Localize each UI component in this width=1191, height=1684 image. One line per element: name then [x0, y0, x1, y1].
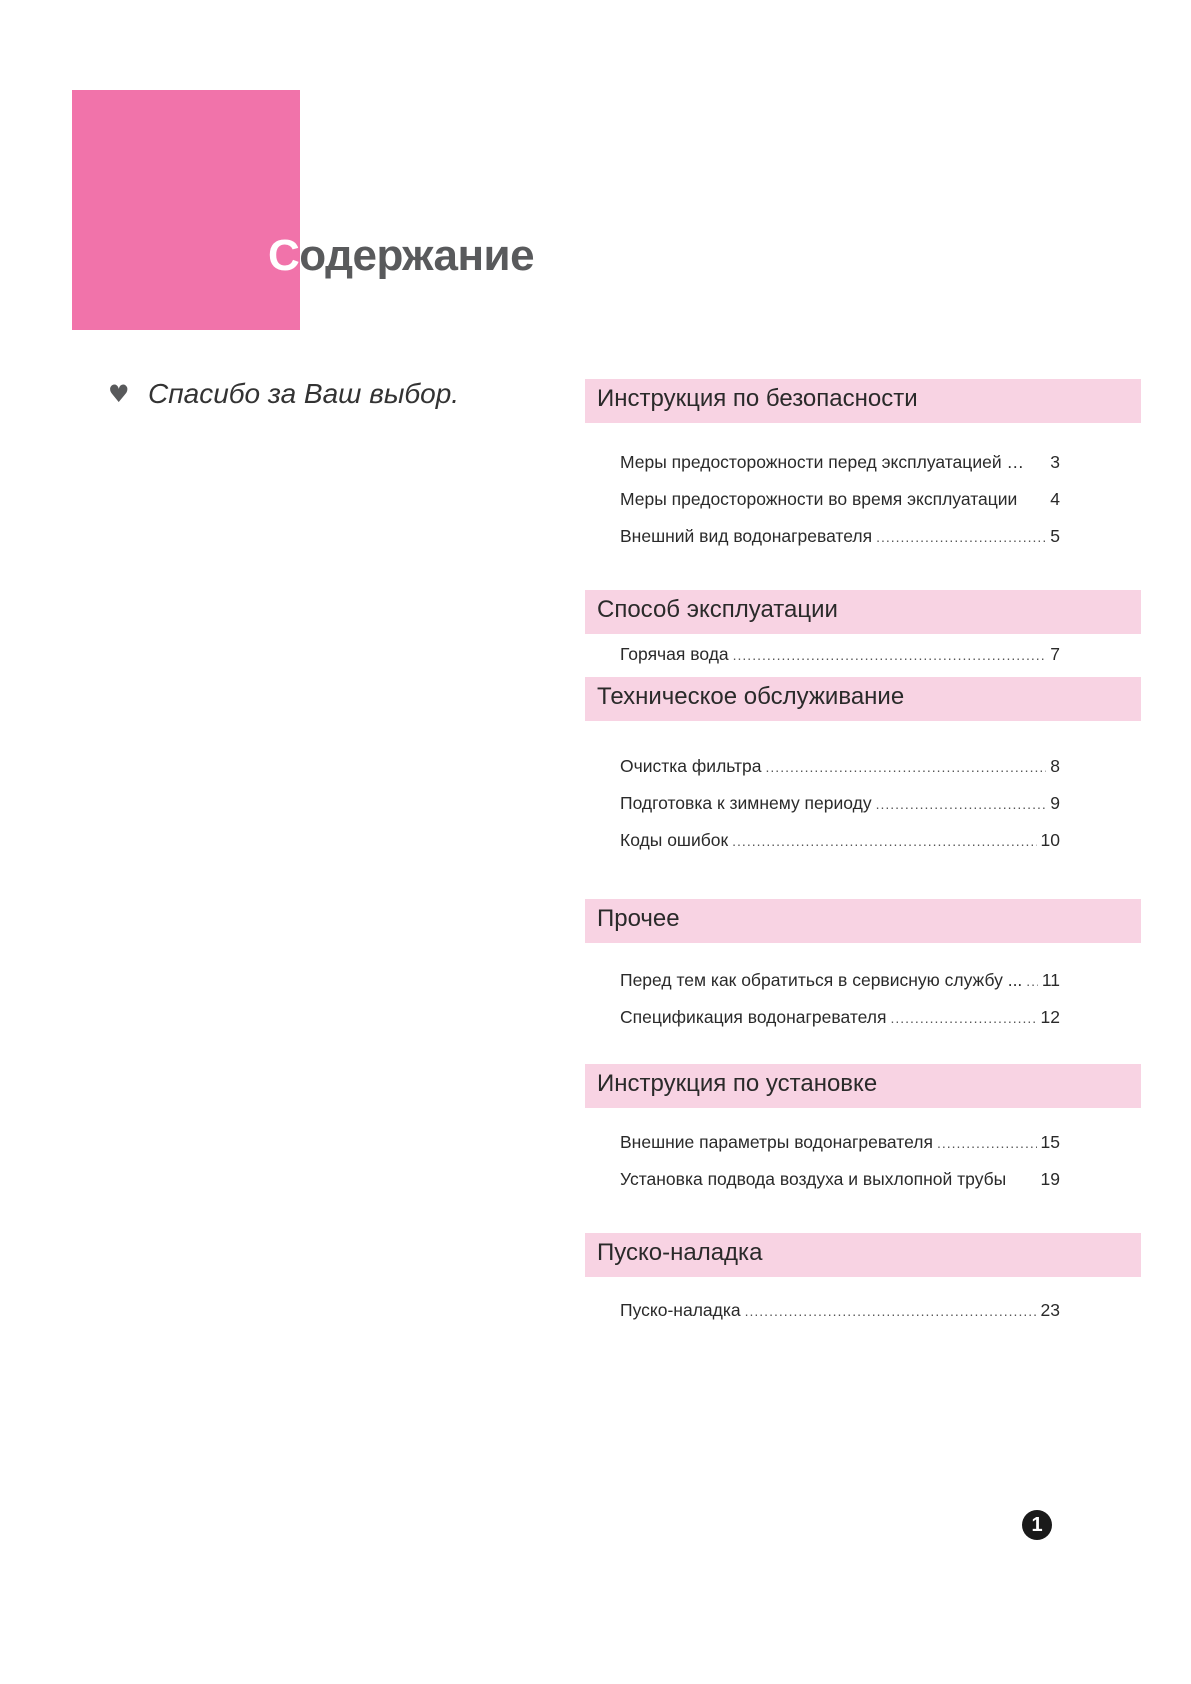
section-header-safety: Инструкция по безопасности	[585, 379, 1141, 423]
toc-entry[interactable]	[620, 1300, 1060, 1321]
section-header-other: Прочее	[585, 899, 1141, 943]
toc-entry-label: Меры предосторожности во время эксплуатации	[620, 489, 1018, 509]
toc-entry-label: Очистка фильтра	[620, 756, 762, 776]
section-header-maintenance: Техническое обслуживание	[585, 677, 1141, 721]
toc-entry-label: Внешний вид водонагревателя	[620, 526, 873, 546]
toc-entry-page: 3	[1050, 452, 1060, 472]
toc-entry-label: Перед тем как обратиться в сервисную службу ...	[620, 970, 1023, 990]
thanks-line	[108, 378, 459, 410]
toc-entry[interactable]	[620, 1132, 1060, 1153]
thanks-text: Спасибо за Ваш выбор.	[148, 378, 460, 409]
page-number-badge: 1	[1022, 1510, 1052, 1540]
toc-entry-page: 19	[1040, 1169, 1060, 1189]
toc-entry-label: Подготовка к зимнему периоду	[620, 793, 872, 813]
toc-entry-page: 4	[1050, 489, 1060, 509]
toc-entry-page: 10	[1040, 830, 1060, 850]
toc-entry-label: Меры предосторожности перед эксплуатацией …	[620, 452, 1024, 472]
toc-entry-label: Внешние параметры водонагревателя	[620, 1132, 933, 1152]
toc-entry[interactable]	[620, 793, 1060, 814]
toc-entry-page: 7	[1050, 644, 1060, 664]
section-header-installation: Инструкция по установке	[585, 1064, 1141, 1108]
toc-entry-label: Коды ошибок	[620, 830, 729, 850]
title-first-letter: С	[268, 231, 300, 280]
decorative-pink-block	[72, 90, 300, 330]
toc-entry[interactable]	[620, 1007, 1060, 1028]
toc-entry-label: Пуско-наладка	[620, 1300, 741, 1320]
toc-entry[interactable]	[620, 489, 1060, 510]
section-header-commissioning: Пуско-наладка	[585, 1233, 1141, 1277]
page-title	[268, 226, 534, 286]
toc-entry[interactable]	[620, 970, 1060, 991]
toc-entry-page: 9	[1050, 793, 1060, 813]
toc-entry-page: 11	[1041, 970, 1060, 990]
toc-entry[interactable]	[620, 526, 1060, 547]
toc-entry-label: Спецификация водонагревателя	[620, 1007, 887, 1027]
heart-icon: ♥	[108, 380, 130, 408]
toc-entry[interactable]	[620, 644, 1060, 665]
toc-entry-page: 8	[1050, 756, 1060, 776]
toc-entry-page: 23	[1040, 1300, 1060, 1320]
title-rest: одержание	[299, 231, 535, 280]
toc-entry-page: 5	[1050, 526, 1060, 546]
toc-entry[interactable]	[620, 452, 1060, 473]
toc-entry[interactable]	[620, 830, 1060, 851]
toc-entry-page: 12	[1040, 1007, 1060, 1027]
toc-entry[interactable]	[620, 1169, 1060, 1190]
section-header-operation: Способ эксплуатации	[585, 590, 1141, 634]
toc-entry-label: Горячая вода	[620, 644, 729, 664]
toc-entry-label: Установка подвода воздуха и выхлопной трубы	[620, 1169, 1007, 1189]
toc-entry-page: 15	[1040, 1132, 1060, 1152]
toc-entry[interactable]	[620, 756, 1060, 777]
